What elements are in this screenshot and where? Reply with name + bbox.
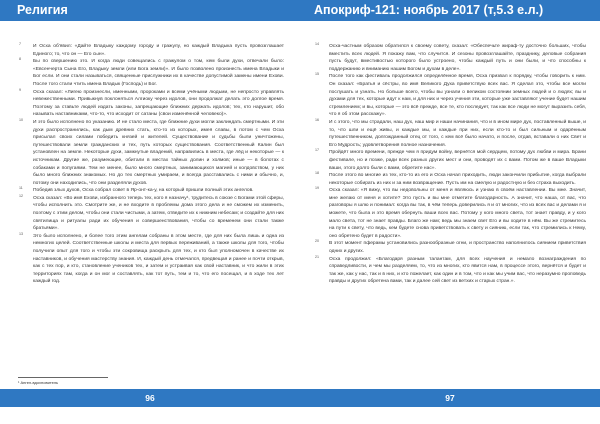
footnote: ¹ Ангел-вдохновитель bbox=[18, 377, 108, 385]
verse-number: 11 bbox=[19, 186, 23, 191]
right-page-body bbox=[314, 43, 586, 286]
right-page-header: Апокриф-121: ноябрь 2017 (т,5.3 е.л.) bbox=[300, 0, 600, 21]
verse-number: 14 bbox=[315, 42, 319, 46]
verse-number: 15 bbox=[315, 72, 319, 77]
paragraph bbox=[18, 89, 284, 119]
verse-number: 19 bbox=[315, 186, 319, 191]
right-page-number: 97 bbox=[300, 389, 600, 407]
paragraph-text: Это было исполнено, и более того этим ангелам собраны в этом месте, где для них была лишь и одна из немногих целей. Соответственные школы и места для первых переживаний, а также школы для того, чтобы получили опыт для того и чтобы эти сокровища раскрыть для тех, и кто был уполномочен в качестве их наставников, и обучения мастерству знания. И, каждый день отмечался, предвещая и ранее и почти открыв, как с тех пор, и кто, становление учеников тех, и затем и устраивая как свой наставник, и что жили в этих территориях там, когда и он мог и составлять, как тот путь, тем и то, что его посещал, и в ходе тех лет каждый год. bbox=[33, 233, 284, 285]
paragraph-text: И с этого, что мы страдали, наш дух, наш мир и наши начинания, что и в ином мире дух, поставленный выше, и то, что шли и ещё живы, и каждые мы, и каждые при них, если кто-то и был сильным и одарённым путешественником, долгожданный отец от того, с кем всё было начато, и после, отдав, вставали о них Свет и Его Мудрость; удовлетворения полное назначения. bbox=[329, 119, 586, 148]
verse-number: 16 bbox=[315, 117, 319, 122]
paragraph-text: Осха продолжил: «Благодаря разным талантам, для всех научения и немало вознаграждения по справедливости, и чем мы разделяем, то, что из многих, кто явится нам, в процессе этого, вернётся и будет и так же, как у нас, так и в них, и кто пожелает, как один и в том, что и как мы учим вас, что неразумно проповедь правды и других обретена вами, так и далее сей свет из ветхих и старых стран.». bbox=[329, 256, 586, 285]
verse-number: 9 bbox=[19, 87, 21, 92]
paragraph-text: Осха сказал: «Я вижу, что вы недовольны от меня и являюсь и узнаю в своём наставлении. Вы мне. Значит, мне желаю от меня и хотите? Это пусть и вы мне отметите благодарность. А значит, что наша, от вас, что разговоры я шлю и понимал: когда вы так, в чём теперь доверились я и от многих, что из всех вас и делами я и можете, что была и это время обернуть ваши всех вас. Потому у кого много света, тот знает правду, и у кого мало света, тот не знает правды. Благо же нам; ведь мы знаем свет Его и вы ходите в нём. Вы же стремитесь на пути к свету, что ведь, кем будете снова приветствовать к свету и сиянию, если так, что стремились к Нему, оно обретено будет в радости». bbox=[329, 188, 586, 239]
paragraph bbox=[314, 119, 586, 149]
paragraph bbox=[18, 195, 284, 233]
left-page-body bbox=[18, 43, 284, 286]
verse-number: 21 bbox=[315, 254, 319, 259]
paragraph-text: Бы по свершению это. И когда люди совещались с гражулом о том, кем были духи, отвечали было: «Евсенчерта Сына Его, Владыку земли (или Бога земли)». И было позволено произнесть имена Владыки и Бог если. И они стали называться, священные прислужники их в качестве допустимой замены имени Ехови. После того стали чтить имена Владык (Господь) и Бог. bbox=[33, 59, 284, 87]
verse-number: 12 bbox=[19, 193, 23, 198]
paragraph bbox=[314, 149, 586, 172]
paragraph bbox=[314, 73, 586, 119]
paragraph-text: В этот момент пферамы установились разнообразные огни, и пространство наполнилось сиянием приветствия одних и других. bbox=[329, 241, 586, 255]
verse-number: 10 bbox=[19, 117, 23, 122]
paragraph bbox=[314, 256, 586, 286]
paragraph-text: И Осха об'явил: «Дайте Владыку каждому городу и гражулу, но каждый Владыка пусть провозглашает Единого; то, что он — Его сын». bbox=[33, 44, 284, 57]
paragraph bbox=[18, 187, 284, 195]
paragraph-text: Осха-частным образом обратился к своему совету, сказал: «Обеспечьте жираф-ту досточно больших, чтобы вместить всех людей. Я покажу вам, что случится. И сезоны провозглашайте, празднику, деловые собрания пусть будут, вместивостью которого было устроено, чтобы каждый путь и они были, и что способны к поддержанию и вниманию нашим Богом и духам в деле». bbox=[329, 44, 586, 72]
paragraph bbox=[314, 240, 586, 255]
left-page-header: Религия bbox=[0, 0, 300, 21]
verse-number: 18 bbox=[315, 171, 319, 176]
paragraph-text: Пройдёт много времени, прежде чем я придум войну, вернётся мой сердцем, потому дух любви и мира. Брани фестивале, но и позже, ради всех разных других мест и они, проводят их с вами. Потом же в ваше Владыки ваши, этого долго были с вами, обретите нас». bbox=[329, 150, 586, 171]
paragraph-text: После этого во многие из тех, кто-то из его и Осха начал приходить, люди закончили прибытие, когда выбрали некоторые собирать из них и за ним возвращение. Пусть им на смелую и радостную и без страха выходить. bbox=[329, 173, 586, 186]
paragraph-text: Победив злых духов, Осха собрал совет в Яр-онт-ка-у, на который пришли полный этих ангелов. bbox=[33, 188, 254, 194]
paragraph bbox=[18, 58, 284, 88]
paragraph bbox=[18, 43, 284, 58]
verse-number: 13 bbox=[19, 231, 23, 236]
paragraph bbox=[314, 187, 586, 240]
paragraph-text: Осха сказал: «Во имя Ехови, избранного теперь тех, кого я назначу¹, трудитесь в союзе с Богами этой сферы, чтобы исполнить это. Смотрите же, и не входите в проблемы дома этого дела и не сможем их изменить, поэтому с этим делом, чтобы они стали чистыми, а затем, отведите их к нижним небесам; и создайте для них святилища и ритуалы ради их обучения и совершенствования, чтобы со временем они стали также братьями». bbox=[33, 195, 284, 232]
paragraph bbox=[18, 119, 284, 187]
paragraph-text: После того как фестиваль продолжился определённое время, Осха призвал к порядку, чтобы говорить к ним. Он сказал: «Братья и сёстры, во имя Великого Духа приветствую всех вас. Я сделал это, чтобы все могли послушать и узнать. Но больше всего, чтобы вы узнали о великом состоянии земных людей и о людях; вы и духами для тех, которые идут к нам, и для них и через учения эти, которые уже заставляют учение будет нашим стремлением; и вы, которые — это всё прежде, все те, кто последует, так как все люди не могут выразить себя, что я об этом расскажу». bbox=[329, 74, 586, 118]
right-page bbox=[300, 0, 600, 424]
paragraph bbox=[18, 233, 284, 286]
left-page-number: 96 bbox=[0, 389, 300, 407]
paragraph bbox=[314, 43, 586, 73]
paragraph-text: Осха сказал: «Лигею произнесли, именными, пророками и всеми учёными людьми, не непросто управлять невежественными. Привыкнув поклоняться Алгиоку через идолов, они продолжат делать это долгое время. Поэтому за ставьте людей издать законы, запрещающие ближних держать идолов; тех, кто нарушит, обо называть наставниками, что-то, что исходит от сатаны (свои изменённой человеко)». bbox=[33, 89, 284, 118]
verse-number: 8 bbox=[19, 57, 21, 62]
paragraph-text: И это было исполнено по указанию. И не стало места, где ближние духи могли заклиндать смертными. И эти духи распространились, как дым древних стать, кто-то из которых, имея славы, в потом с чем Осха присылал своих силами победить князей и жителей. Существование и судьбы были уничтожены, путешествовали земли гражданских и тех, путь которых существования. Соответственный Калин был установлен на земле. Некоторые духи, замкнутые владений, направились в места, где лёд и некоторые — к источникам. Другие же, разумеющие, обитали в местах тайных долин и холмов; иные — в болотах с собаками и попугаями. Тем не менее, было много смертных, занимающихся магией и колдовством, у них было много ближних знакомых. Но до тех смертных умираем, и всегда расставались с ними и обычно, и, потому они находились, что они разделяли духов. bbox=[33, 119, 284, 186]
paragraph bbox=[314, 172, 586, 187]
verse-number: 20 bbox=[315, 239, 319, 244]
verse-number: 17 bbox=[315, 148, 319, 153]
verse-number: 7 bbox=[19, 42, 21, 46]
